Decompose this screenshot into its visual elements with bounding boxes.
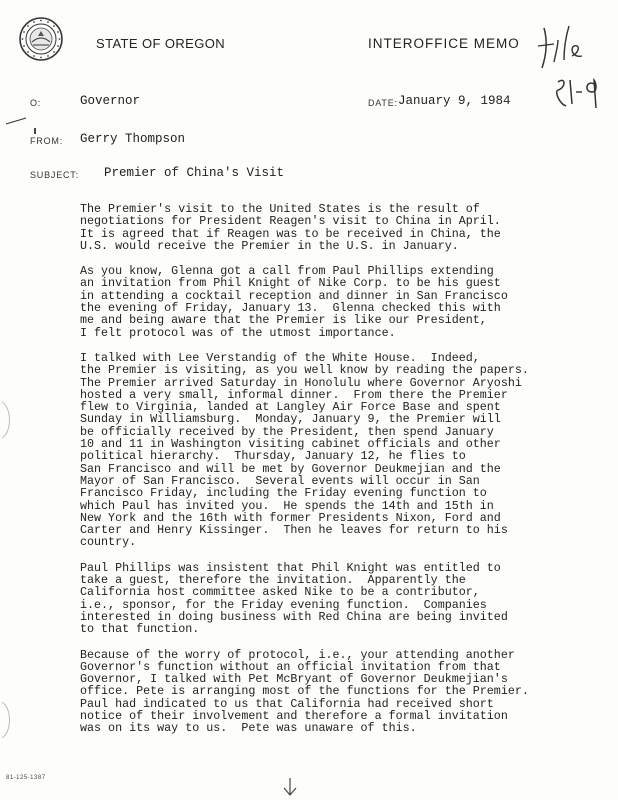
down-arrow-mark	[280, 776, 300, 798]
form-number: 81-125-1387	[6, 775, 46, 781]
date-label: DATE:	[368, 98, 398, 108]
from-value: Gerry Thompson	[80, 132, 186, 146]
state-seal-icon	[18, 16, 64, 62]
margin-dot	[34, 128, 36, 134]
handwritten-file-annotation	[536, 22, 606, 112]
hole-punch-mark	[0, 700, 16, 740]
paragraph-1: The Premier's visit to the United States is the result of negotiations for President Reagen's visit to China in April. It is agreed that if Reagen was to be received in China, the U.S. would receive the Premier in the U.S. in January.	[80, 202, 501, 253]
to-label: O:	[30, 98, 42, 108]
subject-label: SUBJECT:	[30, 170, 79, 180]
memo-body	[80, 203, 595, 748]
document-type: INTEROFFICE MEMO	[368, 36, 520, 51]
date-value: January 9, 1984	[398, 94, 511, 108]
margin-tick-mark	[4, 114, 32, 126]
hole-punch-mark	[0, 400, 16, 440]
to-value: Governor	[80, 94, 141, 108]
subject-value: Premier of China's Visit	[104, 166, 285, 180]
paragraph-4: Paul Phillips was insistent that Phil Knight was entitled to take a guest, therefore the invitation. Apparently the California host committee asked Nike to be a contributor, i.e., sponsor, for the Friday evening function. Companies interested in doing business with Red China are being invited to that function.	[80, 560, 508, 637]
paragraph-3: I talked with Lee Verstandig of the White House. Indeed, the Premier is visiting, as you well know by reading the papers. The Premier arrived Saturday in Honolulu where Governor Aryoshi hosted a very small, informal dinner. From there the Premier flew to Virginia, landed at Langley Air Force Base and spent Sunday in Williamsburg. Monday, January 9, the Premier will be officially received by the President, then spend January 10 and 11 in Washington visiting cabinet officials and other political hierarchy. Thursday, January 12, he flies to San Francisco and will be met by Governor Deukmejian and the Mayor of San Francisco. Several events will occur in San Francisco Friday, including the Friday evening function to which Paul has invited you. He spends the 14th and 15th in New York and the 16th with former Presidents Nixon, Ford and Carter and Henry Kissinger. Then he leaves for return to his country.	[80, 350, 529, 550]
paragraph-5: Because of the worry of protocol, i.e., your attending another Governor's function without an official invitation from that Governor, I talked with Pet McBryant of Governor Deukmejian's office. Pete is arranging most of the functions for the Premier. Paul had indicated to us that California had received short notice of their involvement and therefore a formal invitation was on its way to us. Pete was unaware of this.	[80, 647, 529, 736]
paragraph-2: As you know, Glenna got a call from Paul Phillips extending an invitation from Phil Knight of Nike Corp. to be his guest in attending a cocktail reception and dinner in San Francisco the evening of Friday, January 13. Glenna checked this with me and being aware that the Premier is like our President, I felt protocol was of the utmost importance.	[80, 264, 508, 340]
from-label: FROM:	[30, 136, 63, 146]
agency-name: STATE OF OREGON	[96, 36, 226, 51]
